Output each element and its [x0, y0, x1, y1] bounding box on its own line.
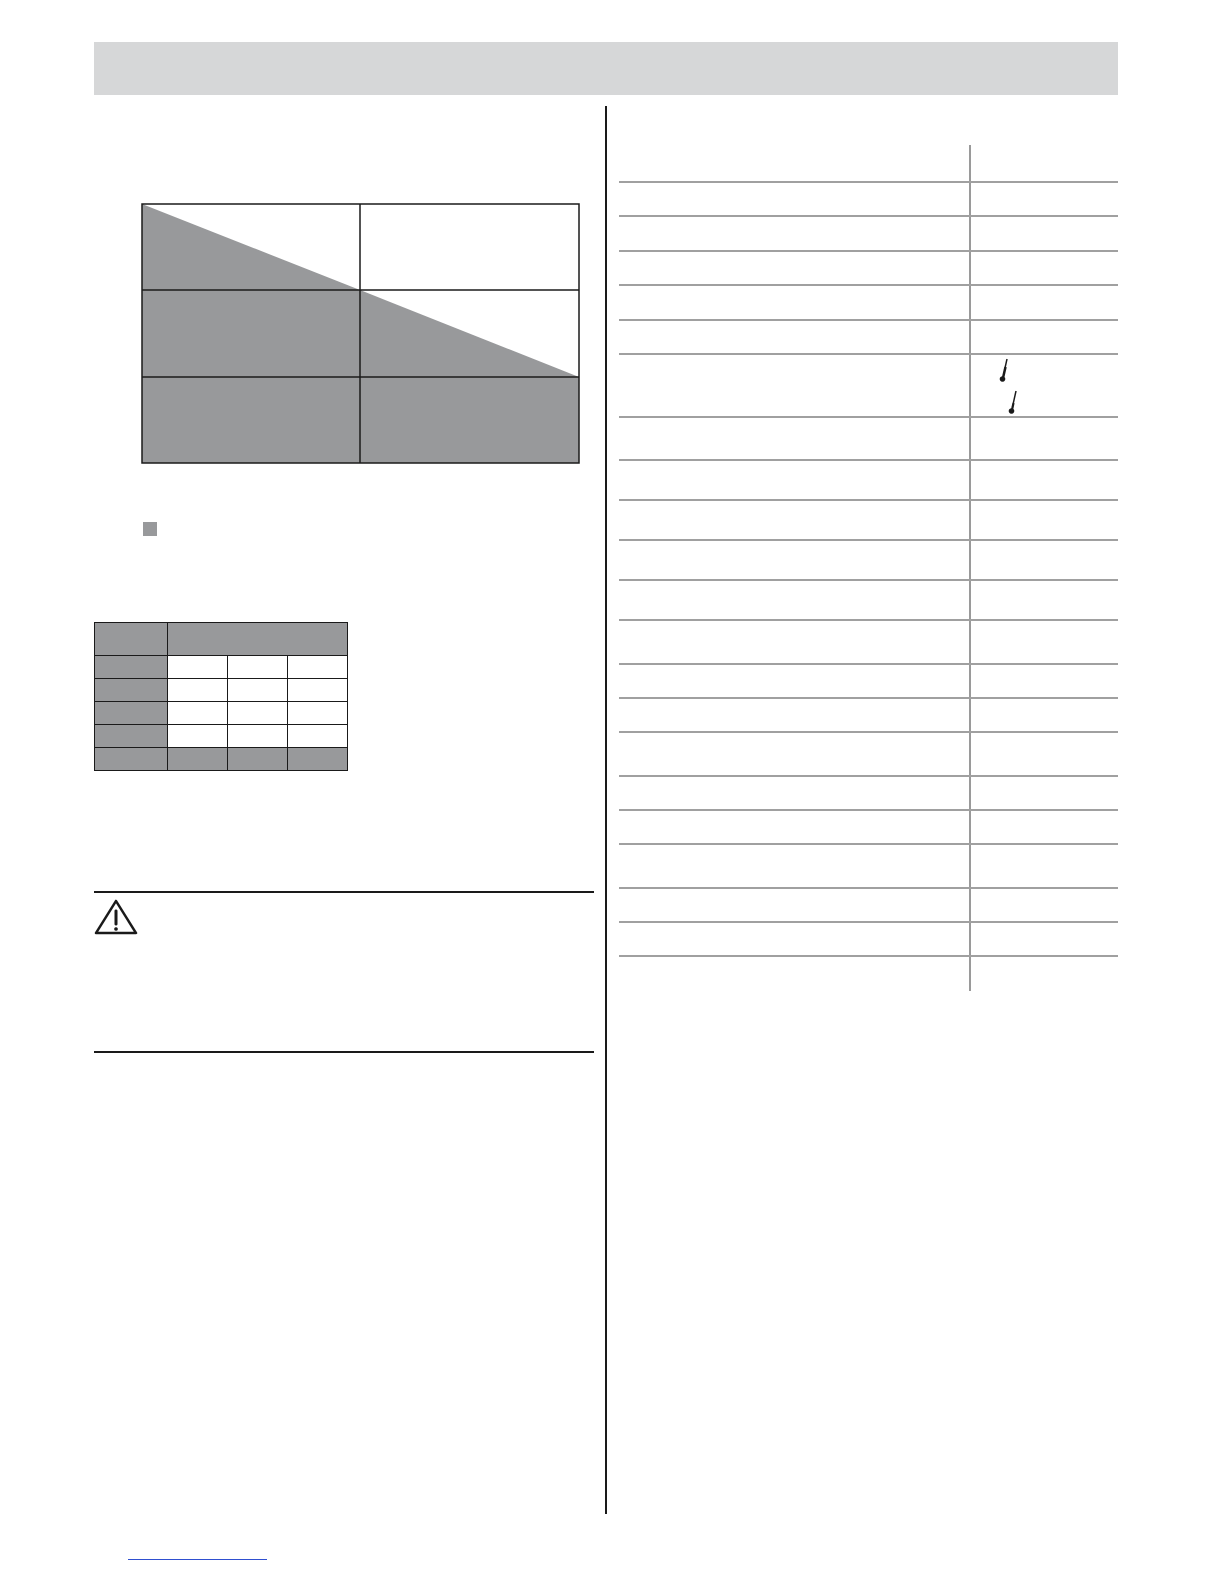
diagram-shade-middle-left	[142, 290, 360, 377]
table-row	[95, 656, 348, 679]
table-row	[619, 416, 1118, 418]
table-footer-cell	[168, 748, 228, 771]
table-row	[619, 579, 1118, 581]
legend-swatch	[143, 522, 157, 536]
table-cell	[288, 656, 348, 679]
table-row	[619, 663, 1118, 665]
table-row-header	[95, 656, 168, 679]
table-row	[619, 499, 1118, 501]
table-cell	[288, 702, 348, 725]
table-row	[619, 731, 1118, 733]
table-footer-cell	[288, 748, 348, 771]
table-footer-cell	[95, 748, 168, 771]
table-row	[619, 319, 1118, 321]
table-row	[619, 843, 1118, 845]
table-row	[619, 250, 1118, 252]
thermometer-icon	[1006, 389, 1020, 415]
table-row	[95, 679, 348, 702]
footer-link[interactable]	[128, 1559, 267, 1560]
right-table-column-divider	[969, 145, 971, 991]
table-row	[619, 284, 1118, 286]
table-cell	[168, 679, 228, 702]
table-row-header	[95, 679, 168, 702]
table-row-header	[95, 725, 168, 748]
table-cell	[228, 679, 288, 702]
table-row	[619, 215, 1118, 217]
table-row	[619, 619, 1118, 621]
table-row	[95, 702, 348, 725]
table-row	[619, 955, 1118, 957]
table-row	[619, 181, 1118, 183]
table-cell	[168, 725, 228, 748]
shading-diagram	[141, 203, 580, 464]
small-data-table	[94, 622, 348, 771]
table-row	[619, 459, 1118, 461]
table-cell	[288, 679, 348, 702]
thermometer-icon	[997, 357, 1011, 383]
table-row	[95, 725, 348, 748]
table-row	[619, 539, 1118, 541]
table-row	[619, 775, 1118, 777]
table-header-row	[95, 623, 348, 656]
table-row	[619, 921, 1118, 923]
table-cell	[228, 702, 288, 725]
table-row	[619, 809, 1118, 811]
table-header-corner	[95, 623, 168, 656]
page-header-bar	[94, 42, 1118, 95]
table-cell	[228, 656, 288, 679]
table-cell	[228, 725, 288, 748]
table-footer-row	[95, 748, 348, 771]
table-row	[619, 353, 1118, 355]
table-footer-cell	[228, 748, 288, 771]
table-cell	[168, 702, 228, 725]
table-cell	[288, 725, 348, 748]
warning-triangle-icon	[94, 899, 138, 935]
column-divider	[605, 106, 607, 1514]
table-row	[619, 697, 1118, 699]
warning-bottom-rule	[94, 1051, 594, 1053]
table-row-header	[95, 702, 168, 725]
table-cell	[168, 656, 228, 679]
warning-top-rule	[94, 891, 594, 893]
table-header-span	[168, 623, 348, 656]
table-row	[619, 887, 1118, 889]
